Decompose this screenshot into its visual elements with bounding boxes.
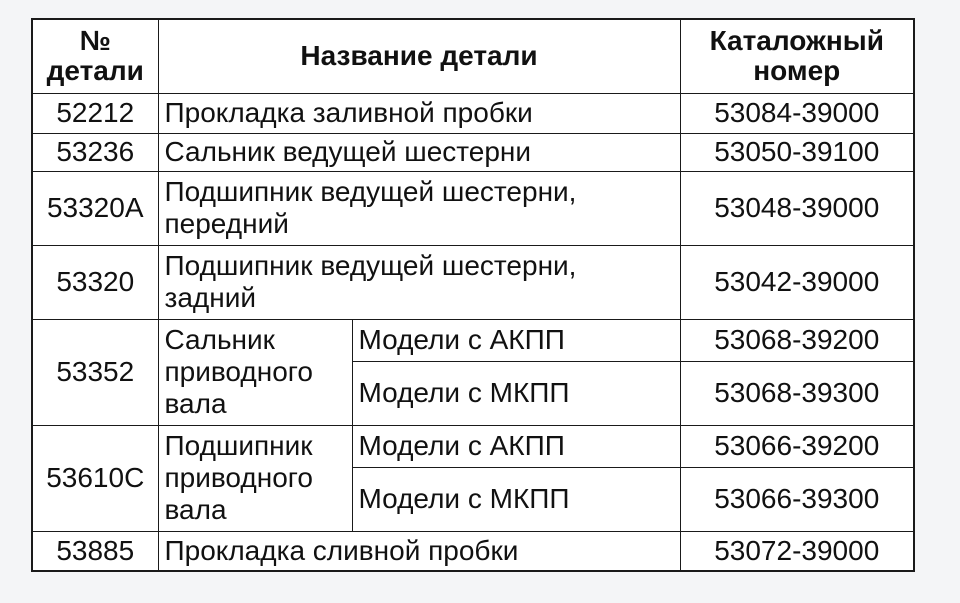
part-name-cell: [158, 319, 352, 425]
catalog-number-cell: 53042-39000: [680, 245, 914, 319]
part-number-cell: 53320A: [32, 171, 158, 245]
header-part-number: № детали: [32, 19, 158, 93]
table-row: [32, 319, 914, 361]
part-number-cell: 53320: [32, 245, 158, 319]
part-name-cell: Прокладка заливной пробки: [158, 93, 680, 133]
table-row: [32, 245, 914, 319]
part-name-cell: Сальник ведущей шестерни: [158, 133, 680, 171]
catalog-number-cell: 53048-39000: [680, 171, 914, 245]
part-name-cell: [158, 245, 680, 319]
parts-table: [31, 18, 915, 572]
part-name-text: Сальник приводного вала: [164, 324, 313, 419]
part-number-cell: 52212: [32, 93, 158, 133]
catalog-number-cell: 53050-39100: [680, 133, 914, 171]
part-number-cell: 53236: [32, 133, 158, 171]
catalog-number-cell: 53066-39200: [680, 425, 914, 467]
part-name-cell: Прокладка сливной пробки: [158, 531, 680, 571]
part-number-cell: 53352: [32, 319, 158, 425]
part-number-cell: 53885: [32, 531, 158, 571]
header-part-name: Название детали: [158, 19, 680, 93]
header-row: [32, 19, 914, 93]
catalog-number-cell: 53066-39300: [680, 467, 914, 531]
header-catalog-number: Каталожный номер: [680, 19, 914, 93]
table-row: [32, 133, 914, 171]
table-row: [32, 531, 914, 571]
part-name-cell: [158, 425, 352, 531]
table-row: [32, 93, 914, 133]
catalog-number-cell: 53068-39200: [680, 319, 914, 361]
part-number-cell: 53610C: [32, 425, 158, 531]
table-row: [32, 425, 914, 467]
catalog-number-cell: 53068-39300: [680, 361, 914, 425]
part-name-cell: [158, 171, 680, 245]
catalog-number-cell: 53084-39000: [680, 93, 914, 133]
model-variant-cell: Модели с АКПП: [352, 425, 680, 467]
part-name-text: Подшипник ведущей шестерни, задний: [164, 250, 577, 313]
model-variant-cell: Модели с АКПП: [352, 319, 680, 361]
part-name-text: Подшипник ведущей шестерни, передний: [164, 176, 577, 239]
catalog-number-cell: 53072-39000: [680, 531, 914, 571]
part-name-text: Подшипник приводного вала: [164, 430, 313, 525]
model-variant-cell: Модели с МКПП: [352, 361, 680, 425]
table-row: [32, 171, 914, 245]
model-variant-cell: Модели с МКПП: [352, 467, 680, 531]
